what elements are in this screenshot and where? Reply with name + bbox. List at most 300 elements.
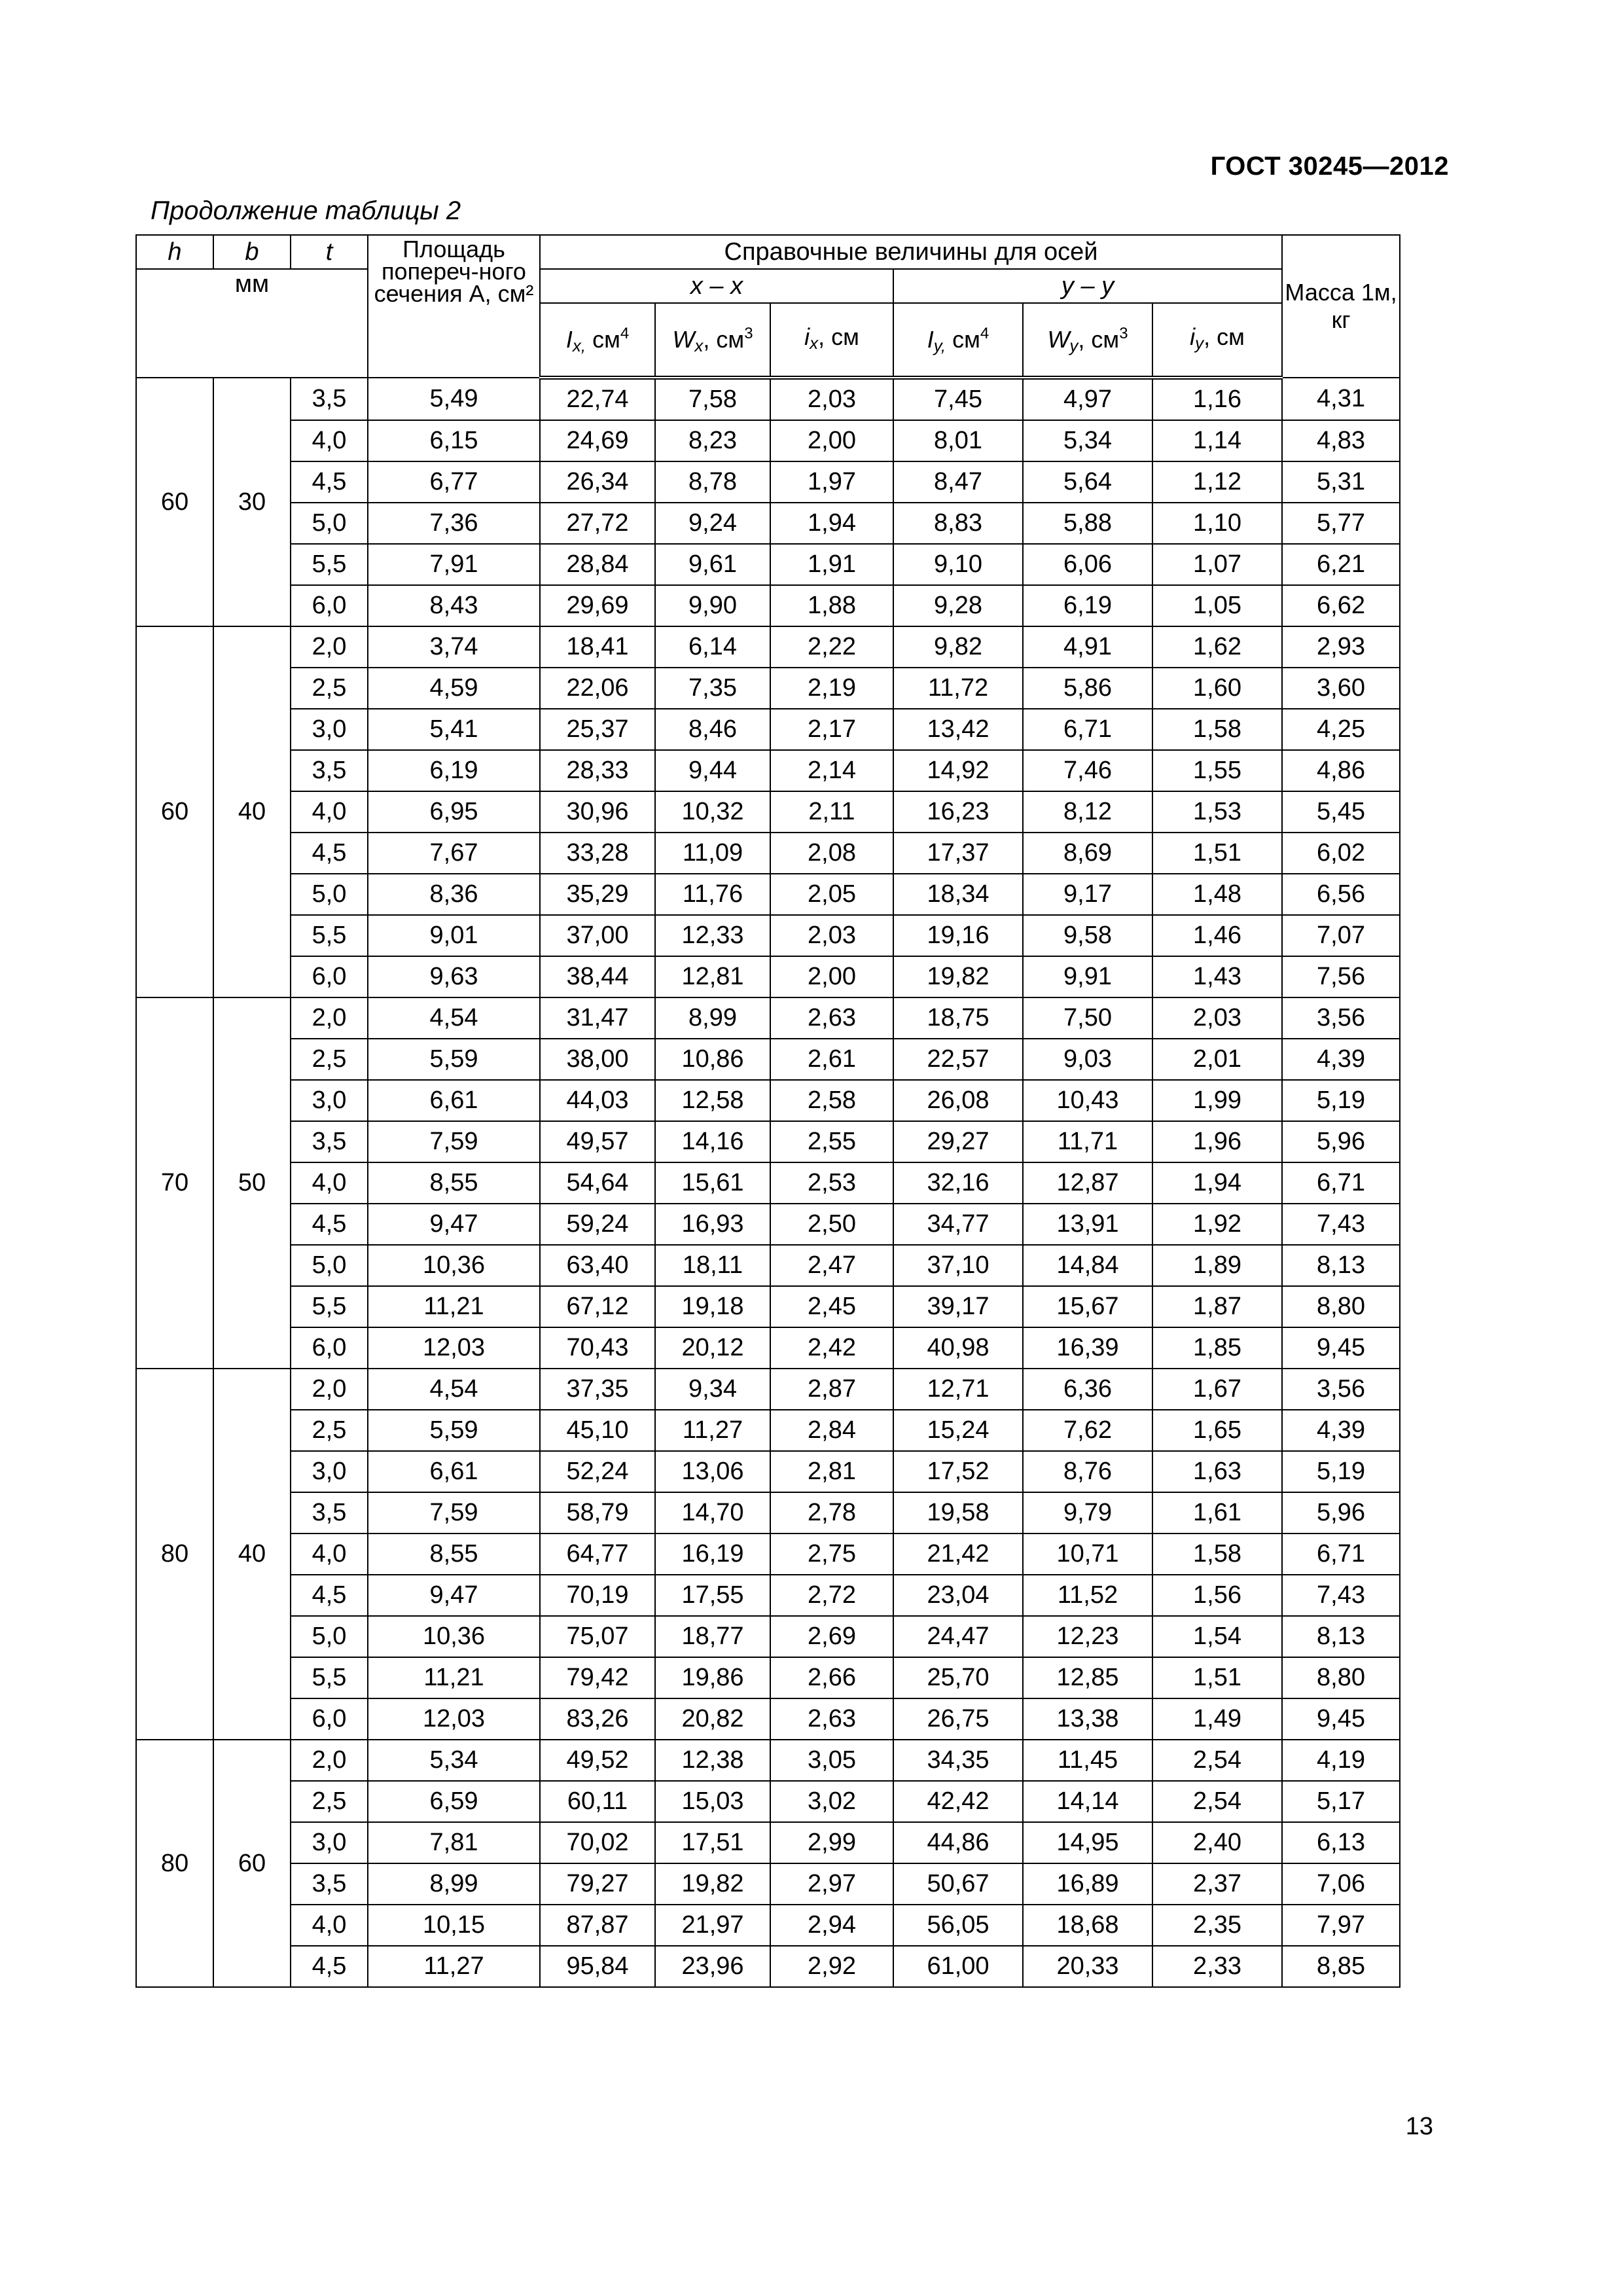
cell-t: 3,5: [291, 1121, 368, 1162]
table-row: [136, 1492, 1400, 1534]
Wx-subscript: x: [694, 336, 704, 355]
table-row: [136, 503, 1400, 544]
table-row: [136, 461, 1400, 503]
properties-table: [135, 234, 1400, 1988]
cell-Wy: 14,95: [1023, 1822, 1152, 1863]
cell-Ix: 28,33: [540, 750, 655, 791]
cell-mass: 5,96: [1282, 1121, 1400, 1162]
cell-Iy: 29,27: [893, 1121, 1023, 1162]
cell-ix: 2,63: [770, 997, 893, 1039]
cell-Ix: 87,87: [540, 1905, 655, 1946]
cell-ix: 2,53: [770, 1162, 893, 1204]
cell-Wx: 7,35: [655, 668, 770, 709]
cell-area: 11,21: [368, 1286, 540, 1327]
cell-t: 4,5: [291, 1204, 368, 1245]
cell-t: 2,5: [291, 1039, 368, 1080]
table-row: [136, 1863, 1400, 1905]
ix-subscript: x: [810, 332, 819, 353]
cell-mass: 7,06: [1282, 1863, 1400, 1905]
cell-t: 4,5: [291, 833, 368, 874]
cell-Wy: 15,67: [1023, 1286, 1152, 1327]
cell-Wx: 8,46: [655, 709, 770, 750]
cell-ix: 2,66: [770, 1657, 893, 1698]
cell-Ix: 54,64: [540, 1162, 655, 1204]
cell-Iy: 18,34: [893, 874, 1023, 915]
table-row: [136, 1657, 1400, 1698]
cell-area: 4,59: [368, 668, 540, 709]
cell-t: 6,0: [291, 1698, 368, 1740]
cell-Wx: 17,51: [655, 1822, 770, 1863]
table-row: [136, 791, 1400, 833]
cell-Ix: 18,41: [540, 626, 655, 668]
cell-Ix: 79,27: [540, 1863, 655, 1905]
cell-ix: 3,05: [770, 1740, 893, 1781]
cell-mass: 4,25: [1282, 709, 1400, 750]
cell-ix: 2,97: [770, 1863, 893, 1905]
cell-Iy: 8,01: [893, 420, 1023, 461]
cell-mass: 7,97: [1282, 1905, 1400, 1946]
cell-t: 5,5: [291, 1286, 368, 1327]
cell-Wy: 7,50: [1023, 997, 1152, 1039]
ix-symbol: i: [804, 323, 810, 350]
cell-mass: 5,19: [1282, 1451, 1400, 1492]
cell-Wy: 4,97: [1023, 378, 1152, 420]
cell-Wx: 11,27: [655, 1410, 770, 1451]
cell-Iy: 13,42: [893, 709, 1023, 750]
cell-t: 3,5: [291, 750, 368, 791]
cell-mass: 4,39: [1282, 1410, 1400, 1451]
cell-Wx: 17,55: [655, 1575, 770, 1616]
cell-ix: 2,92: [770, 1946, 893, 1987]
cell-Iy: 21,42: [893, 1534, 1023, 1575]
cell-Wy: 13,38: [1023, 1698, 1152, 1740]
cell-Wy: 7,62: [1023, 1410, 1152, 1451]
cell-Ix: 37,35: [540, 1369, 655, 1410]
cell-ix: 2,14: [770, 750, 893, 791]
table-row: [136, 956, 1400, 997]
cell-area: 8,55: [368, 1534, 540, 1575]
cell-t: 3,0: [291, 709, 368, 750]
cell-area: 6,61: [368, 1080, 540, 1121]
cell-iy: 1,65: [1152, 1410, 1282, 1451]
cell-Wy: 8,12: [1023, 791, 1152, 833]
cell-ix: 2,75: [770, 1534, 893, 1575]
cell-mass: 7,43: [1282, 1204, 1400, 1245]
cell-Ix: 45,10: [540, 1410, 655, 1451]
cell-ix: 2,47: [770, 1245, 893, 1286]
cell-ix: 2,11: [770, 791, 893, 833]
cell-mass: 4,19: [1282, 1740, 1400, 1781]
col-iy-header: [1152, 303, 1282, 378]
cell-Ix: 22,06: [540, 668, 655, 709]
cell-Wy: 10,71: [1023, 1534, 1152, 1575]
table-body: [136, 378, 1400, 1987]
cell-iy: 1,62: [1152, 626, 1282, 668]
ref-values-header: Справочные величины для осей: [540, 235, 1282, 269]
col-t-header: t: [291, 235, 368, 269]
cell-Wy: 4,91: [1023, 626, 1152, 668]
cell-iy: 1,51: [1152, 833, 1282, 874]
cell-area: 5,34: [368, 1740, 540, 1781]
table-row: [136, 1575, 1400, 1616]
cell-Wx: 16,93: [655, 1204, 770, 1245]
cell-Iy: 26,08: [893, 1080, 1023, 1121]
cell-mass: 3,56: [1282, 997, 1400, 1039]
cell-iy: 1,63: [1152, 1451, 1282, 1492]
Iy-unit: см: [946, 326, 980, 353]
cell-area: 6,77: [368, 461, 540, 503]
cell-Ix: 33,28: [540, 833, 655, 874]
cell-ix: 2,00: [770, 956, 893, 997]
cell-mass: 9,45: [1282, 1698, 1400, 1740]
table-row: [136, 1616, 1400, 1657]
cell-mass: 8,85: [1282, 1946, 1400, 1987]
cell-h: 60: [136, 626, 213, 997]
cell-mass: 7,07: [1282, 915, 1400, 956]
table-row: [136, 668, 1400, 709]
cell-Ix: 28,84: [540, 544, 655, 585]
cell-Iy: 44,86: [893, 1822, 1023, 1863]
cell-Wy: 12,85: [1023, 1657, 1152, 1698]
col-Ix-header: [540, 303, 655, 378]
cell-b: 60: [213, 1740, 291, 1987]
cell-Wx: 8,99: [655, 997, 770, 1039]
cell-mass: 6,56: [1282, 874, 1400, 915]
cell-Wx: 19,86: [655, 1657, 770, 1698]
cell-Iy: 32,16: [893, 1162, 1023, 1204]
cell-mass: 8,80: [1282, 1286, 1400, 1327]
cell-area: 6,19: [368, 750, 540, 791]
cell-Wy: 5,88: [1023, 503, 1152, 544]
cell-t: 2,0: [291, 1740, 368, 1781]
cell-t: 4,0: [291, 420, 368, 461]
cell-t: 5,0: [291, 874, 368, 915]
cell-ix: 2,00: [770, 420, 893, 461]
cell-area: 9,47: [368, 1575, 540, 1616]
cell-area: 12,03: [368, 1698, 540, 1740]
cell-area: 10,36: [368, 1616, 540, 1657]
table-row: [136, 997, 1400, 1039]
cell-area: 6,59: [368, 1781, 540, 1822]
Wy-power: 3: [1119, 325, 1128, 342]
axis-x-header: x – x: [540, 269, 893, 303]
table-row: [136, 1534, 1400, 1575]
Ix-power: 4: [620, 325, 630, 342]
Iy-symbol: I: [927, 326, 934, 353]
cell-Iy: 42,42: [893, 1781, 1023, 1822]
cell-Iy: 9,82: [893, 626, 1023, 668]
cell-ix: 2,05: [770, 874, 893, 915]
cell-area: 9,63: [368, 956, 540, 997]
cell-t: 3,5: [291, 378, 368, 420]
cell-Iy: 8,83: [893, 503, 1023, 544]
Wx-unit: , см: [703, 326, 745, 353]
table-row: [136, 378, 1400, 420]
cell-area: 6,61: [368, 1451, 540, 1492]
cell-Ix: 31,47: [540, 997, 655, 1039]
cell-Ix: 38,00: [540, 1039, 655, 1080]
cell-Wy: 14,14: [1023, 1781, 1152, 1822]
cell-b: 50: [213, 997, 291, 1369]
cell-ix: 2,08: [770, 833, 893, 874]
cell-mass: 5,77: [1282, 503, 1400, 544]
table-row: [136, 1698, 1400, 1740]
cell-mass: 5,17: [1282, 1781, 1400, 1822]
cell-ix: 2,50: [770, 1204, 893, 1245]
cell-mass: 6,71: [1282, 1162, 1400, 1204]
table-row: [136, 1946, 1400, 1987]
cell-t: 5,0: [291, 1616, 368, 1657]
ix-unit: , см: [818, 323, 859, 350]
cell-Wx: 9,24: [655, 503, 770, 544]
cell-area: 10,36: [368, 1245, 540, 1286]
Wy-subscript: y: [1069, 336, 1079, 355]
cell-iy: 1,43: [1152, 956, 1282, 997]
Wy-symbol: W: [1047, 326, 1070, 353]
cell-Iy: 19,58: [893, 1492, 1023, 1534]
cell-t: 4,5: [291, 1946, 368, 1987]
cell-Ix: 25,37: [540, 709, 655, 750]
cell-area: 8,43: [368, 585, 540, 626]
cell-Wx: 12,33: [655, 915, 770, 956]
cell-t: 3,0: [291, 1451, 368, 1492]
cell-ix: 2,99: [770, 1822, 893, 1863]
cell-Iy: 7,45: [893, 378, 1023, 420]
cell-Wx: 9,61: [655, 544, 770, 585]
cell-t: 2,5: [291, 1781, 368, 1822]
cell-Wx: 15,61: [655, 1162, 770, 1204]
cell-mass: 6,13: [1282, 1822, 1400, 1863]
cell-h: 70: [136, 997, 213, 1369]
cell-Iy: 12,71: [893, 1369, 1023, 1410]
cell-b: 30: [213, 378, 291, 626]
cell-area: 8,55: [368, 1162, 540, 1204]
cell-Iy: 11,72: [893, 668, 1023, 709]
cell-Ix: 95,84: [540, 1946, 655, 1987]
cell-Wx: 20,12: [655, 1327, 770, 1369]
cell-Ix: 70,19: [540, 1575, 655, 1616]
cell-ix: 2,84: [770, 1410, 893, 1451]
cell-area: 7,36: [368, 503, 540, 544]
cell-Wx: 9,90: [655, 585, 770, 626]
cell-Ix: 22,74: [540, 378, 655, 420]
cell-ix: 1,91: [770, 544, 893, 585]
cell-Wx: 14,70: [655, 1492, 770, 1534]
cell-area: 6,95: [368, 791, 540, 833]
cell-t: 4,5: [291, 1575, 368, 1616]
cell-Ix: 24,69: [540, 420, 655, 461]
cell-Wy: 9,91: [1023, 956, 1152, 997]
cell-t: 4,0: [291, 1534, 368, 1575]
cell-Wx: 14,16: [655, 1121, 770, 1162]
cell-ix: 3,02: [770, 1781, 893, 1822]
cell-Wx: 9,44: [655, 750, 770, 791]
cell-t: 4,0: [291, 1905, 368, 1946]
cell-iy: 1,60: [1152, 668, 1282, 709]
cell-iy: 1,16: [1152, 378, 1282, 420]
cell-Wy: 5,86: [1023, 668, 1152, 709]
cell-iy: 2,33: [1152, 1946, 1282, 1987]
cell-Wx: 10,32: [655, 791, 770, 833]
cell-ix: 2,22: [770, 626, 893, 668]
cell-ix: 2,03: [770, 915, 893, 956]
cell-mass: 8,13: [1282, 1245, 1400, 1286]
Ix-subscript: x,: [572, 336, 586, 355]
cell-area: 10,15: [368, 1905, 540, 1946]
cell-Ix: 58,79: [540, 1492, 655, 1534]
cell-Wy: 7,46: [1023, 750, 1152, 791]
cell-Wy: 11,45: [1023, 1740, 1152, 1781]
cell-Wy: 12,87: [1023, 1162, 1152, 1204]
cell-mass: 3,56: [1282, 1369, 1400, 1410]
cell-Wx: 18,11: [655, 1245, 770, 1286]
cell-Ix: 35,29: [540, 874, 655, 915]
cell-Ix: 49,57: [540, 1121, 655, 1162]
col-area-header: Площадь попереч-ного сечения A, см²: [368, 235, 540, 378]
cell-iy: 1,51: [1152, 1657, 1282, 1698]
cell-Wy: 8,69: [1023, 833, 1152, 874]
table-row: [136, 1822, 1400, 1863]
cell-Wy: 9,17: [1023, 874, 1152, 915]
cell-Iy: 14,92: [893, 750, 1023, 791]
cell-iy: 1,53: [1152, 791, 1282, 833]
cell-t: 4,5: [291, 461, 368, 503]
cell-Wy: 6,36: [1023, 1369, 1152, 1410]
cell-iy: 1,87: [1152, 1286, 1282, 1327]
cell-ix: 1,88: [770, 585, 893, 626]
cell-iy: 1,55: [1152, 750, 1282, 791]
cell-iy: 1,58: [1152, 709, 1282, 750]
cell-mass: 4,83: [1282, 420, 1400, 461]
cell-Ix: 37,00: [540, 915, 655, 956]
table-row: [136, 1080, 1400, 1121]
unit-mm-header: мм: [136, 269, 368, 378]
cell-mass: 4,39: [1282, 1039, 1400, 1080]
cell-Iy: 17,52: [893, 1451, 1023, 1492]
table-row: [136, 1204, 1400, 1245]
cell-mass: 6,71: [1282, 1534, 1400, 1575]
cell-iy: 2,37: [1152, 1863, 1282, 1905]
cell-Ix: 83,26: [540, 1698, 655, 1740]
cell-mass: 6,62: [1282, 585, 1400, 626]
cell-area: 7,67: [368, 833, 540, 874]
cell-iy: 1,61: [1152, 1492, 1282, 1534]
table-row: [136, 626, 1400, 668]
cell-Iy: 39,17: [893, 1286, 1023, 1327]
Ix-symbol: I: [565, 326, 573, 353]
cell-Ix: 26,34: [540, 461, 655, 503]
Wx-power: 3: [744, 325, 753, 342]
cell-t: 4,0: [291, 791, 368, 833]
cell-iy: 1,10: [1152, 503, 1282, 544]
cell-t: 5,5: [291, 544, 368, 585]
cell-Wx: 11,09: [655, 833, 770, 874]
cell-Ix: 27,72: [540, 503, 655, 544]
cell-Iy: 24,47: [893, 1616, 1023, 1657]
table-row: [136, 1327, 1400, 1369]
cell-ix: 2,03: [770, 378, 893, 420]
cell-Wx: 11,76: [655, 874, 770, 915]
cell-mass: 6,02: [1282, 833, 1400, 874]
cell-mass: 2,93: [1282, 626, 1400, 668]
cell-Wy: 9,58: [1023, 915, 1152, 956]
cell-Wy: 18,68: [1023, 1905, 1152, 1946]
cell-iy: 1,05: [1152, 585, 1282, 626]
cell-Wy: 11,52: [1023, 1575, 1152, 1616]
cell-ix: 1,97: [770, 461, 893, 503]
cell-Iy: 50,67: [893, 1863, 1023, 1905]
cell-t: 2,0: [291, 997, 368, 1039]
cell-Wx: 21,97: [655, 1905, 770, 1946]
cell-iy: 2,54: [1152, 1740, 1282, 1781]
cell-Wy: 6,19: [1023, 585, 1152, 626]
cell-iy: 1,49: [1152, 1698, 1282, 1740]
table-row: [136, 750, 1400, 791]
table-caption: Продолжение таблицы 2: [151, 196, 461, 225]
cell-iy: 1,92: [1152, 1204, 1282, 1245]
cell-ix: 2,42: [770, 1327, 893, 1369]
cell-Ix: 64,77: [540, 1534, 655, 1575]
cell-iy: 1,89: [1152, 1245, 1282, 1286]
table-row: [136, 1039, 1400, 1080]
cell-h: 60: [136, 378, 213, 626]
cell-ix: 2,17: [770, 709, 893, 750]
cell-ix: 2,63: [770, 1698, 893, 1740]
cell-b: 40: [213, 1369, 291, 1740]
table-row: [136, 874, 1400, 915]
cell-Wx: 9,34: [655, 1369, 770, 1410]
cell-area: 6,15: [368, 420, 540, 461]
cell-Wy: 20,33: [1023, 1946, 1152, 1987]
cell-t: 3,0: [291, 1080, 368, 1121]
cell-Wx: 19,82: [655, 1863, 770, 1905]
col-ix-header: [770, 303, 893, 378]
Wx-symbol: W: [672, 326, 695, 353]
cell-Wx: 12,38: [655, 1740, 770, 1781]
cell-mass: 4,31: [1282, 378, 1400, 420]
cell-area: 4,54: [368, 997, 540, 1039]
cell-Wy: 5,64: [1023, 461, 1152, 503]
cell-Ix: 44,03: [540, 1080, 655, 1121]
cell-ix: 2,78: [770, 1492, 893, 1534]
cell-b: 40: [213, 626, 291, 997]
cell-Wy: 8,76: [1023, 1451, 1152, 1492]
cell-area: 5,49: [368, 378, 540, 420]
cell-iy: 1,07: [1152, 544, 1282, 585]
col-h-header: h: [136, 235, 213, 269]
cell-Wy: 13,91: [1023, 1204, 1152, 1245]
cell-Wx: 12,58: [655, 1080, 770, 1121]
cell-Wx: 10,86: [655, 1039, 770, 1080]
cell-Iy: 16,23: [893, 791, 1023, 833]
cell-area: 11,21: [368, 1657, 540, 1698]
cell-Wy: 11,71: [1023, 1121, 1152, 1162]
table-row: [136, 585, 1400, 626]
cell-Iy: 25,70: [893, 1657, 1023, 1698]
Wy-unit: , см: [1078, 326, 1120, 353]
cell-area: 5,41: [368, 709, 540, 750]
cell-iy: 1,85: [1152, 1327, 1282, 1369]
cell-area: 7,81: [368, 1822, 540, 1863]
table-row: [136, 915, 1400, 956]
cell-Ix: 52,24: [540, 1451, 655, 1492]
Iy-subscript: y,: [933, 336, 946, 355]
cell-Ix: 67,12: [540, 1286, 655, 1327]
cell-t: 6,0: [291, 585, 368, 626]
table-row: [136, 1410, 1400, 1451]
cell-Ix: 38,44: [540, 956, 655, 997]
cell-Iy: 34,35: [893, 1740, 1023, 1781]
